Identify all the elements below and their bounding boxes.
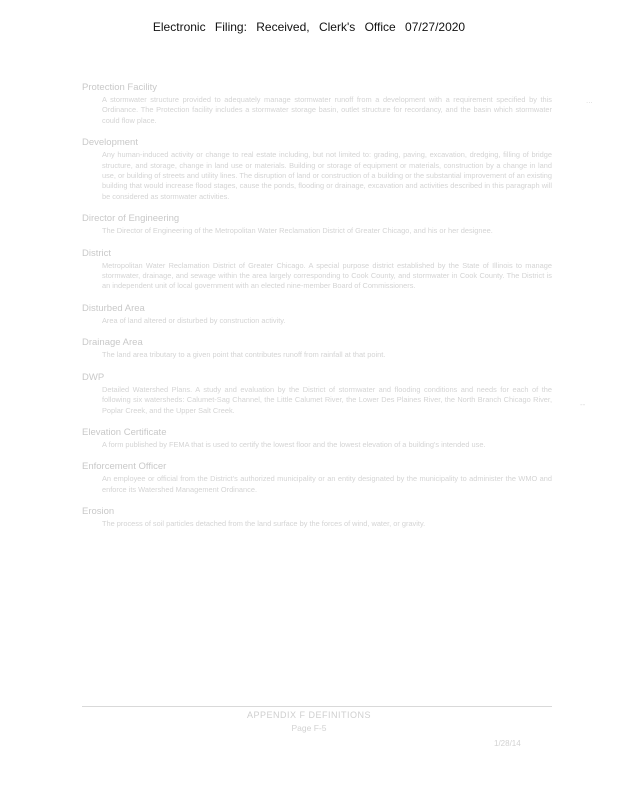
definition-text: The process of soil particles detached from the land surface by the forces of wind, water, or gravity.: [102, 519, 426, 529]
definition-entry: [82, 248, 552, 292]
definition-term: Erosion: [82, 506, 115, 518]
definition-text: A form published by FEMA that is used to certify the lowest floor and the lowest elevation of a building's intended use.: [102, 439, 486, 449]
definition-term: Protection Facility: [82, 82, 157, 93]
definition-entry: [82, 506, 552, 529]
definition-text: An employee or official from the District's authorized municipality or an entity designated by the municipality to administer the WMO and enforce its Watershed Management Ordinance.: [102, 474, 552, 494]
definition-text: A stormwater structure provided to adequately manage stormwater runoff from a development with a requirement specified by this Ordinance. The Protection facility includes a stormwater storage basin, outlet structure for recordancy, and the basin which stormwater could flow place.: [102, 95, 552, 125]
definition-entry: [82, 137, 552, 202]
definition-term: DWP: [82, 371, 105, 383]
definition-entry: [82, 372, 552, 416]
definition-text: Any human-induced activity or change to real estate including, but not limited to: grading, paving, excavation, dredging, filling of bridge structure, and storage, change in land use or materials. Building or storage of equipment or materials, construction by a change in land use, or building of streets and utility lines. The disruption of land or construction of a building or the substantial improvement of an existing building that would increase flood stages, cause the ponds, flooding or drainage, excavation and activities described in this paragraph will be considered as stormwater activities.: [102, 150, 552, 201]
definitions-list: [82, 82, 552, 541]
definition-entry: [82, 461, 552, 495]
definition-term: Elevation Certificate: [82, 426, 167, 438]
definition-term: Drainage Area: [82, 337, 143, 349]
definition-text: The Director of Engineering of the Metropolitan Water Reclamation District of Greater Chicago, and his or her designee.: [102, 226, 493, 236]
footer-page-number: Page F-5: [291, 723, 327, 733]
definition-text: Detailed Watershed Plans. A study and evaluation by the District of stormwater and flooding conditions and needs for each of the following six watersheds: Calumet-Sag Channel, the Little Calumet River, the Lower Des Plaines River, the North Branch Chicago River, Poplar Creek, and the Upper Salt Creek.: [102, 384, 552, 415]
definition-text: Area of land altered or disturbed by construction activity.: [102, 315, 286, 325]
definition-term: Enforcement Officer: [82, 461, 167, 473]
footer-title: APPENDIX F DEFINITIONS: [246, 710, 371, 720]
definition-entry: [82, 213, 552, 236]
margin-mark: --: [580, 400, 586, 409]
definition-term: District: [82, 247, 112, 259]
margin-mark: ...: [586, 96, 593, 105]
footer-date: 1/28/14: [494, 739, 521, 748]
definition-entry: [82, 303, 552, 326]
definition-term: Director of Engineering: [82, 213, 180, 225]
footer-divider: [82, 706, 552, 707]
filing-stamp-header: Electronic Filing: Received, Clerk's Office 07/27/2020: [152, 20, 466, 34]
definition-term: Development: [82, 137, 138, 149]
definition-entry: [82, 337, 552, 360]
definition-entry: [82, 82, 552, 126]
definition-term: Disturbed Area: [82, 302, 145, 314]
definition-entry: [82, 427, 552, 450]
definition-text: The land area tributary to a given point that contributes runoff from rainfall at that point.: [102, 350, 386, 360]
definition-text: Metropolitan Water Reclamation District of Greater Chicago. A special purpose district established by the State of Illinois to manage stormwater, drainage, and sewage within the area largely corresponding to Cook County, and stormwater in Cook County. The District is an independent unit of local government with an elected nine-member Board of Commissioners.: [102, 260, 552, 291]
